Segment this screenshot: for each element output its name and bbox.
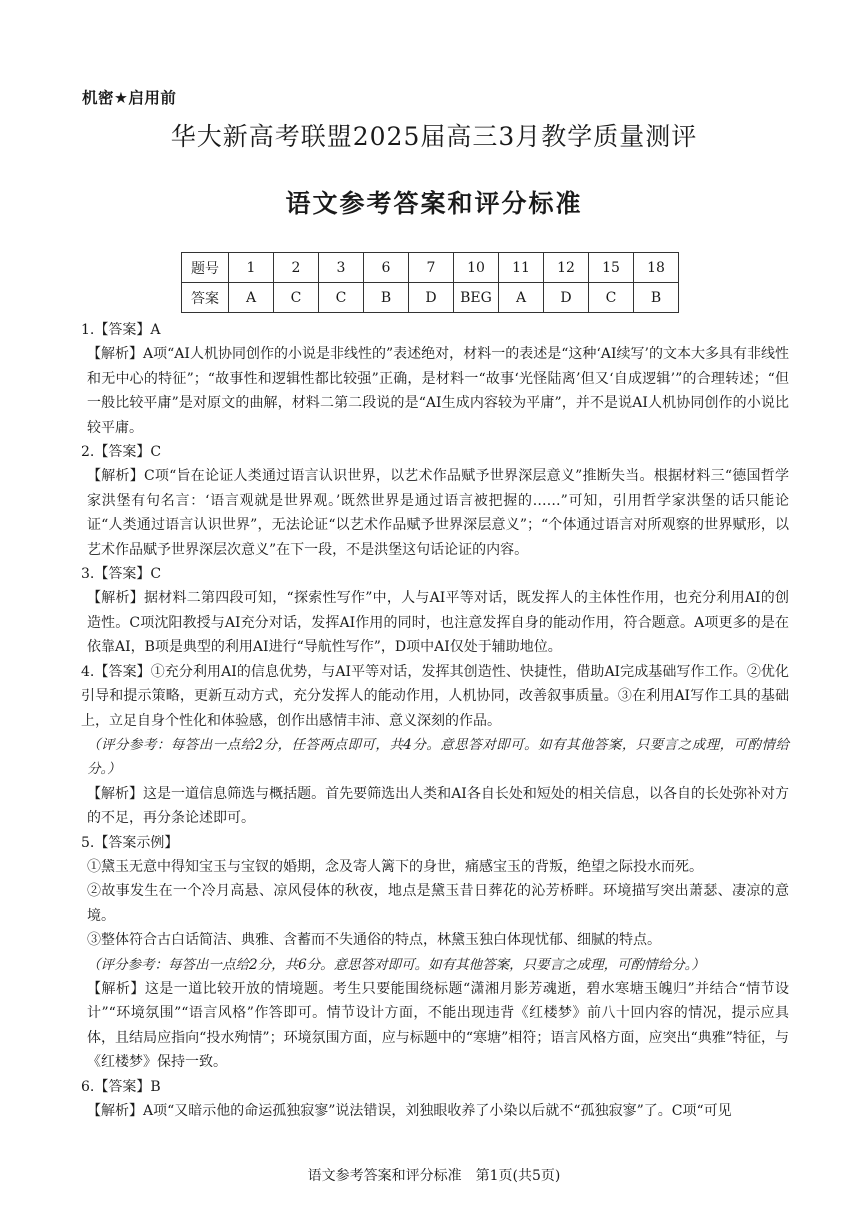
answer-heading: 6.【答案】B: [81, 1078, 161, 1095]
question-cell: 3: [319, 253, 364, 283]
question-cell: 1: [229, 253, 274, 283]
answer-cell: C: [589, 283, 634, 313]
scoring-note: （评分参考：每答出一点给2分，任答两点即可，共4分。意思答对即可。如有其他答案，只要言之成理，可酌情给分。）: [87, 736, 789, 778]
answer-cell: A: [229, 283, 274, 313]
answer-heading: 4.【答案】①充分利用AI的信息优势，与AI平等对话，发挥其创造性、快捷性，借助AI完成基础写作工作。②优化引导和提示策略，更新互动方式，充分发挥人的能动作用，人机协同，改善叙事质量。③在利用AI写作工具的基础上，立足自身个性化和体验感，创作出感情丰沛、意义深刻的作品。: [81, 663, 789, 729]
confidential-label: 机密★启用前: [82, 89, 177, 107]
answer-heading: 2.【答案】C: [81, 444, 162, 461]
page-footer: 语文参考答案和评分标准 第1页(共5页): [307, 1168, 561, 1184]
answer-cell: B: [364, 283, 409, 313]
answer-explanations: [81, 318, 789, 1123]
question-cell: 6: [364, 253, 409, 283]
answer-heading: 5.【答案示例】: [81, 834, 179, 851]
question-cell: 10: [454, 253, 499, 283]
answer-point: ②故事发生在一个冷月高悬、凉风侵体的秋夜，地点是黛玉昔日葬花的沁芳桥畔。环境描写突出萧瑟、凄凉的意境。: [87, 883, 789, 924]
analysis-paragraph: 【解析】这是一道比较开放的情境题。考生只要能围绕标题“潇湘月影芳魂逝，碧水寒塘玉魄归”并结合“情节设计”“环境氛围”“语言风格”作答即可。情节设计方面，不能出现违背《红楼梦》前八十回内容的情况，提示应具体，且结局应指向“投水殉情”；环境氛围方面，应与标题中的“寒塘”相符；语言风格方面，应突出“典雅”特征，与《红楼梦》保持一致。: [87, 980, 789, 1071]
question-cell: 2: [274, 253, 319, 283]
question-cell: 12: [544, 253, 589, 283]
answer-cell: A: [499, 283, 544, 313]
answer-cell: C: [319, 283, 364, 313]
answer-cell: BEG: [454, 283, 499, 313]
question-cell: 11: [499, 253, 544, 283]
question-number-row: [182, 253, 679, 283]
analysis-paragraph: 【解析】A项“又暗示他的命运孤独寂寥”说法错误，刘独眼收养了小染以后就不“孤独寂寥”了。C项“可见: [87, 1103, 732, 1119]
answer-heading: 1.【答案】A: [81, 322, 161, 338]
exam-title: 华大新高考联盟2025届高三3月教学质量测评: [170, 122, 698, 151]
answer-cell: B: [634, 283, 679, 313]
answer-row: [182, 283, 679, 313]
document-subtitle: 语文参考答案和评分标准: [285, 189, 583, 218]
question-cell: 18: [634, 253, 679, 283]
answer-cell: D: [544, 283, 589, 313]
analysis-paragraph: 【解析】A项“AI人机协同创作的小说是非线性的”表述绝对，材料一的表述是“这种‘AI续写’的文本大多具有非线性和无中心的特征”；“故事性和逻辑性都比较强”正确，是材料一“故事‘光怪陆离’但又‘自成逻辑’”的合理转述；“但一般比较平庸”是对原文的曲解，材料二第二段说的是“AI生成内容较为平庸”，并不是说AI人机协同创作的小说比较平庸。: [87, 346, 789, 436]
analysis-paragraph: 【解析】据材料二第四段可知，“探索性写作”中，人与AI平等对话，既发挥人的主体性作用，也充分利用AI的创造性。C项沈阳教授与AI充分对话，发挥AI作用的同时，也注意发挥自身的能动作用，符合题意。A项更多的是在依靠AI，B项是典型的利用AI进行“导航性写作”，D项中AI仅处于辅助地位。: [87, 590, 789, 656]
answer-point: ③整体符合古白话简洁、典雅、含蓄而不失通俗的特点，林黛玉独白体现忧郁、细腻的特点。: [87, 932, 661, 949]
row-label-question: 题号: [182, 253, 229, 283]
question-cell: 7: [409, 253, 454, 283]
scoring-note: （评分参考：每答出一点给2分，共6分。意思答对即可。如有其他答案，只要言之成理，可酌情给分。）: [87, 956, 705, 973]
answer-cell: C: [274, 283, 319, 313]
analysis-paragraph: 【解析】C项“旨在论证人类通过语言认识世界，以艺术作品赋予世界深层意义”推断失当。根据材料三“德国哲学家洪堡有句名言：‘语言观就是世界观。’既然世界是通过语言被把握的……”可知，引用哲学家洪堡的话只能论证“人类通过语言认识世界”，无法论证“以艺术作品赋予世界深层意义”；“个体通过语言对所观察的世界赋形，以艺术作品赋予世界深层次意义”在下一段，不是洪堡这句话论证的内容。: [87, 468, 789, 558]
answer-cell: D: [409, 283, 454, 313]
answer-heading: 3.【答案】C: [81, 566, 162, 583]
answer-point: ①黛玉无意中得知宝玉与宝钗的婚期，念及寄人篱下的身世，痛感宝玉的背叛，绝望之际投水而死。: [87, 858, 703, 875]
question-cell: 15: [589, 253, 634, 283]
answer-table: [181, 252, 679, 313]
row-label-answer: 答案: [182, 283, 229, 313]
analysis-paragraph: 【解析】这是一道信息筛选与概括题。首先要筛选出人类和AI各自长处和短处的相关信息，以各自的长处弥补对方的不足，再分条论述即可。: [87, 785, 789, 827]
